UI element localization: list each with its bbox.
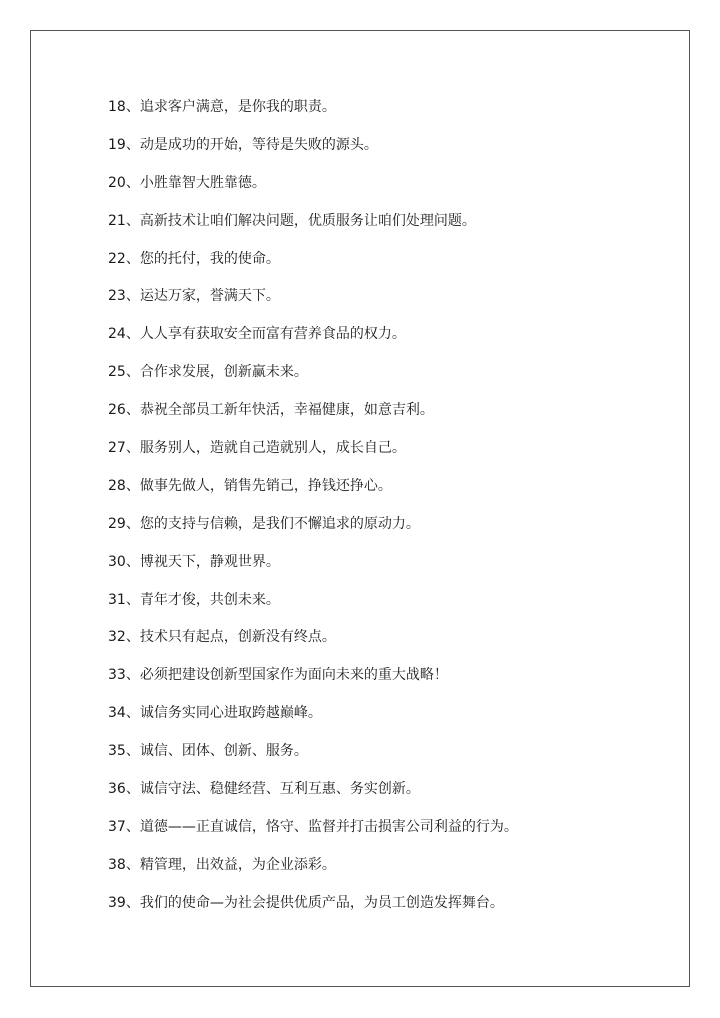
list-item: 21、高新技术让咱们解决问题，优质服务让咱们处理问题。 [108,212,476,229]
list-item: 25、合作求发展，创新赢未来。 [108,364,308,381]
list-item: 37、道德——正直诚信，恪守、监督并打击损害公司利益的行为。 [108,818,518,835]
list-item: 22、您的托付，我的使命。 [108,250,280,267]
list-item: 26、恭祝全部员工新年快活，幸福健康，如意吉利。 [108,402,434,419]
list-item: 18、追求客户满意，是你我的职责。 [108,99,336,115]
list-item: 30、博视天下，静观世界。 [108,553,280,570]
slogan-list [108,96,518,930]
list-item: 31、青年才俊，共创未来。 [108,591,280,608]
list-item: 39、我们的使命—为社会提供优质产品，为员工创造发挥舞台。 [108,894,504,911]
list-item: 32、技术只有起点，创新没有终点。 [108,629,336,646]
list-item: 35、诚信、团体、创新、服务。 [108,743,308,760]
list-item: 28、做事先做人，销售先销己，挣钱还挣心。 [108,477,392,494]
list-item: 38、精管理，出效益，为企业添彩。 [108,856,336,873]
list-item: 24、人人享有获取安全而富有营养食品的权力。 [108,326,406,343]
list-item: 36、诚信守法、稳健经营、互利互惠、务实创新。 [108,781,420,798]
list-item: 27、服务别人，造就自己造就别人，成长自己。 [108,440,406,457]
list-item: 34、诚信务实同心进取跨越巅峰。 [108,705,322,722]
list-item: 19、动是成功的开始，等待是失败的源头。 [108,136,378,153]
list-item: 33、必须把建设创新型国家作为面向未来的重大战略！ [108,667,448,684]
list-item: 20、小胜靠智大胜靠德。 [108,174,266,191]
list-item: 29、您的支持与信赖，是我们不懈追求的原动力。 [108,515,420,532]
list-item: 23、运达万家，誉满天下。 [108,288,280,305]
